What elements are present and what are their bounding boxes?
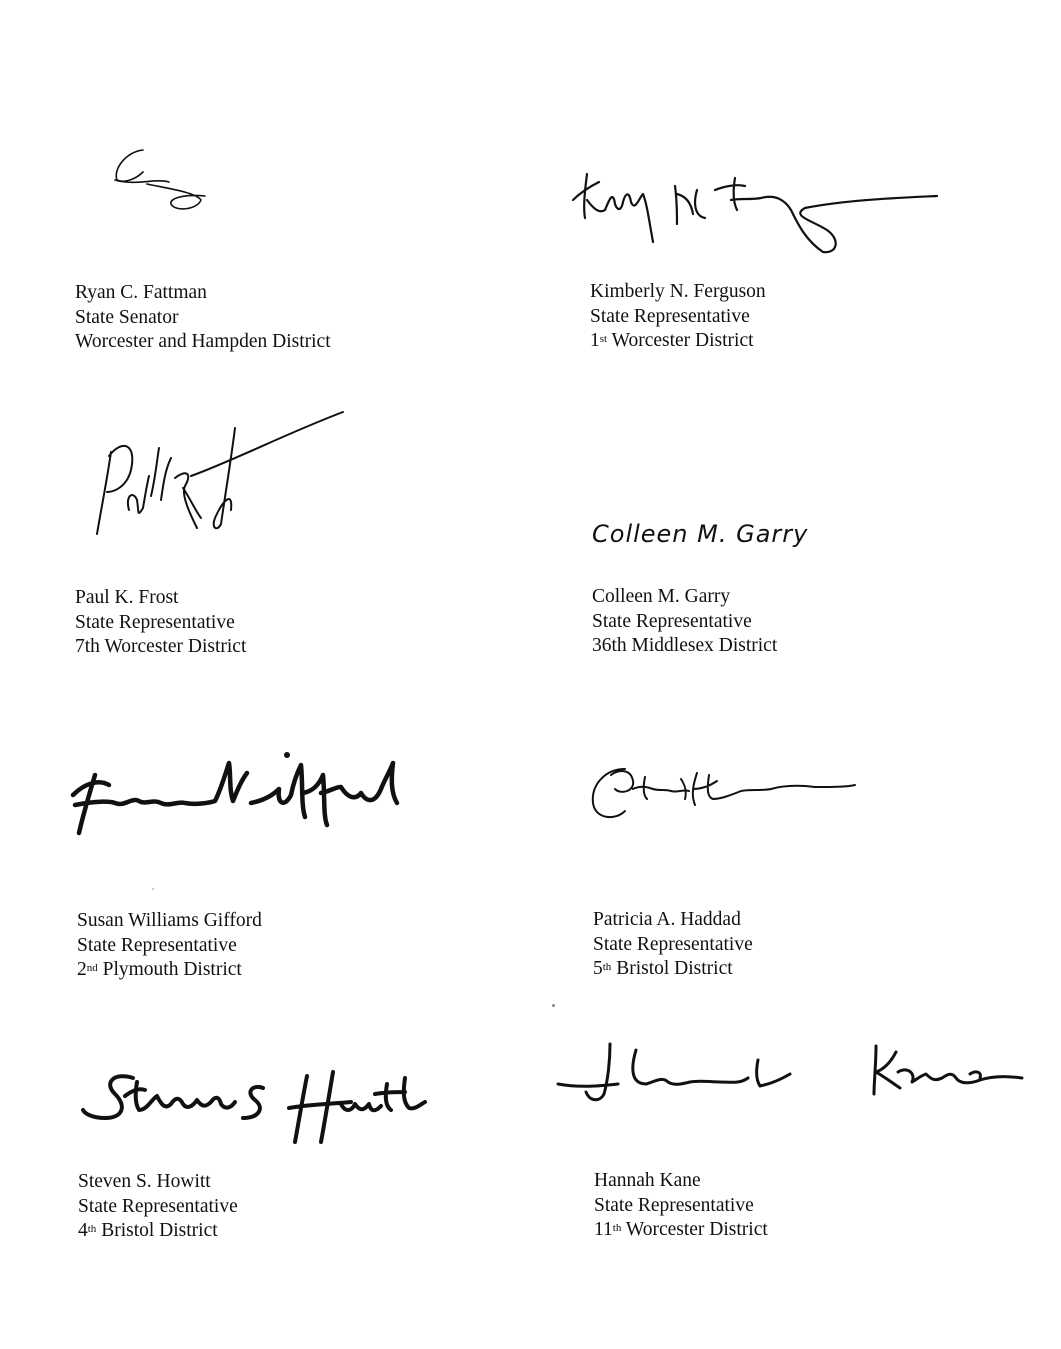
- signer-name: Patricia A. Haddad: [593, 909, 741, 930]
- signer-name: Steven S. Howitt: [78, 1171, 211, 1192]
- signer-district: 5th Bristol District: [593, 958, 733, 979]
- signature-kane: [550, 1030, 1030, 1110]
- signature-frost: [85, 400, 355, 550]
- signature-garry: Colleen M. Garry: [592, 520, 809, 548]
- signer-title: State Senator: [75, 306, 179, 328]
- signer-block-haddad: [593, 908, 753, 982]
- signature-gifford: [65, 745, 405, 845]
- signature-haddad: [585, 755, 865, 830]
- signer-name: Hannah Kane: [594, 1170, 701, 1191]
- signature-fattman: [105, 140, 215, 220]
- signer-name: Kimberly N. Ferguson: [590, 281, 766, 302]
- signer-name: Ryan C. Fattman: [75, 282, 207, 303]
- signature-howitt: [75, 1060, 435, 1160]
- signer-title: State Representative: [592, 610, 752, 632]
- signer-title: State Representative: [75, 611, 235, 633]
- signer-name: Colleen M. Garry: [592, 586, 731, 607]
- signer-district: 11th Worcester District: [594, 1219, 768, 1240]
- scan-speck: [552, 1004, 555, 1007]
- signer-title: State Representative: [590, 305, 750, 327]
- signer-district: 7th Worcester District: [75, 636, 247, 657]
- signer-title: State Representative: [77, 934, 237, 956]
- signer-block-kane: [594, 1169, 768, 1243]
- signer-block-fattman: [75, 281, 331, 355]
- signer-title: State Representative: [593, 933, 753, 955]
- signer-block-ferguson: [590, 280, 766, 354]
- signer-block-frost: [75, 586, 246, 660]
- signer-district: 4th Bristol District: [78, 1220, 218, 1241]
- signer-district: Worcester and Hampden District: [75, 331, 331, 352]
- signature-ferguson: [565, 160, 945, 260]
- signer-name: Paul K. Frost: [75, 587, 179, 608]
- signer-block-gifford: [77, 909, 262, 983]
- signer-block-howitt: [78, 1170, 238, 1244]
- signer-title: State Representative: [594, 1194, 754, 1216]
- signer-title: State Representative: [78, 1195, 238, 1217]
- signer-block-garry: [592, 585, 777, 659]
- signer-district: 1st Worcester District: [590, 330, 754, 351]
- scan-speck: [152, 888, 154, 890]
- signer-district: 36th Middlesex District: [592, 635, 778, 656]
- signer-name: Susan Williams Gifford: [77, 910, 262, 931]
- signer-district: 2nd Plymouth District: [77, 959, 242, 980]
